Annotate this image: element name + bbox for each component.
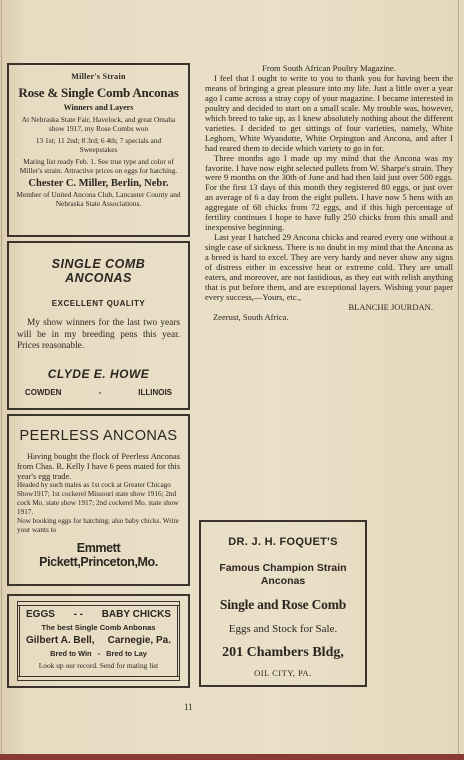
ad-pickett-body: Having bought the flock of Peerless Anconas from Chas. R. Kelly I have 6 pens mated for this year's egg trade. [17,452,180,481]
ad-miller-body-2: 13 1st; 11 2nd; 8 3rd; 6 4th; 7 specials and Sweepstakes [35,136,162,154]
ad-bell-place: Carnegie, Pa. [107,635,171,646]
ad-pickett-anconas [7,414,190,586]
article-paragraph-2: Three months ago I made up my mind that the Ancona was my favorite. I have now eight selected pullets from W. Sharpe's strain. They were 9 months on the 30th of June and had then laid just over 500 eggs. For the first 13 days of this month they registered 80 eggs, or just over an average of 6 a day from the eight pullets. I have now 5 hens with an aggregate of 68 chicks from 72 eggs, and if this high percentage of fertility continues I hope to have fully 250 chicks from this small and inexpensive beginning. [205,152,453,233]
ad-miller-title: Rose & Single Comb Anconas [18,85,179,100]
ad-bell-dashes: - - [73,609,84,620]
article-location: Zeerust, South Africa. [213,311,289,322]
article-paragraph-1: I feel that I ought to write to you to thank you for having been the means of bringing a great pleasure into my life. Just a little over a year ago I came across a stray copy of your magazine. I became interested in poultry and decided to start on a small scale. My trouble was, however, which breed to take up, as I knew absolutely nothing about the different varieties. I decided to get sittings of four varieties, namely, White Leghorn, White Wyandotte, White Orpington and Ancona, and after I had reared them to decide which variety to go in for. [205,72,453,153]
ad-foquet-title: DR. J. H. FOQUET'S [228,536,338,548]
ad-bell-motto-dash: - [97,649,101,658]
page-number: 11 [184,702,193,712]
ad-bell-motto-b: Bred to Lay [106,649,147,658]
ad-howe-dash: - [98,387,102,397]
ad-howe-subtitle: EXCELLENT QUALITY [51,299,146,308]
ad-bell-footer: Look up our record. Send for mating list [38,661,159,670]
ad-pickett-title: PEERLESS ANCONAS [19,428,178,444]
page-edge-right [458,0,459,760]
page-bottom-strip [0,754,464,760]
ad-foquet-offer: Eggs and Stock for Sale. [228,623,338,635]
article-source: From South African Poultry Magazine. [262,63,396,73]
ad-howe-town: COWDEN [25,387,62,397]
ad-foquet-main: Single and Rose Comb [219,597,347,612]
ad-miller-anconas [7,63,190,237]
ad-miller-subtitle: Winners and Layers [63,103,134,112]
ad-pickett-winners: Headed by such males as 1st cock at Greater Chicago Show1917; 1st cockerel Missouri state show 1916; 2nd cock Mo. state show 1917; 2nd cockerel Mo. state show 1917. [17,481,179,517]
ad-bell-motto [26,649,171,658]
ad-foquet-subtitle-1: Famous Champion Strain [219,562,347,574]
ad-miller-body-1: At Nebraska State Fair, Havelock, and great Omaha show 1917, my Rose Combs won [21,115,176,133]
ad-bell-name: Gilbert A. Bell, [26,635,95,646]
ad-foquet-anconas [199,520,367,687]
ad-bell-subtitle: The best Single Comb Anbonas [41,623,156,632]
article-signature: BLANCHE JOURDAN. [348,301,433,312]
ad-bell-border-bottom [17,676,180,681]
article-letter [205,64,453,323]
ad-bell-name-line [26,635,171,646]
ad-miller-strain-label: Miller's Strain [71,72,126,81]
page-edge-left [1,0,2,760]
ad-foquet-subtitle-2: Anconas [260,575,306,587]
ad-miller-membership: Member of United Ancona Club, Lancaster County and Nebraska State Associations. [16,190,181,208]
ad-howe-state: ILLINOIS [138,387,172,397]
ad-howe-anconas [7,241,190,410]
ad-pickett-booking: Now booking eggs for hatching; also baby chicks. Write your wants to [17,517,179,535]
ad-foquet-city: OIL CITY, PA. [254,668,312,678]
ad-foquet-address: 201 Chambers Bldg, [222,645,344,660]
ad-bell-motto-a: Bred to Win [50,649,92,658]
ad-howe-location [17,388,180,397]
ad-pickett-name: Emmett Pickett,Princeton,Mo. [39,541,158,570]
ad-howe-body: My show winners for the last two years will be in my breeding pens this year. Prices reasonable. [17,318,180,351]
ad-miller-body-3: Mating list ready Feb. 1. See true type and color of Miller's strain. Attractive prices on eggs for hatching. [19,157,178,175]
article-paragraph-3: Last year I hatched 29 Ancona chicks and reared every one without a single case of sickness. There is no doubt in my mind that the Ancona as a breed is hard to excel. They are very hardy and never show any signs of distress either in excessive heat or extreme cold. They are small eaters, and moreover, are not fastidious, as they eat with relish anything that is put before them, and are exceptional layers. Wishing your paper every success,—Yours, etc., [205,232,453,302]
ad-howe-name: CLYDE E. HOWE [47,366,150,381]
ad-bell-inner [17,606,180,676]
ad-bell-headline [26,609,171,620]
ad-bell-chicks: BABY CHICKS [101,609,171,620]
ad-bell-eggs-chicks [7,594,190,688]
ad-miller-name: Chester C. Miller, Berlin, Nebr. [28,178,169,189]
ad-howe-title: SINGLE COMB ANCONAS [51,257,146,285]
ad-bell-eggs: EGGS [26,609,55,620]
